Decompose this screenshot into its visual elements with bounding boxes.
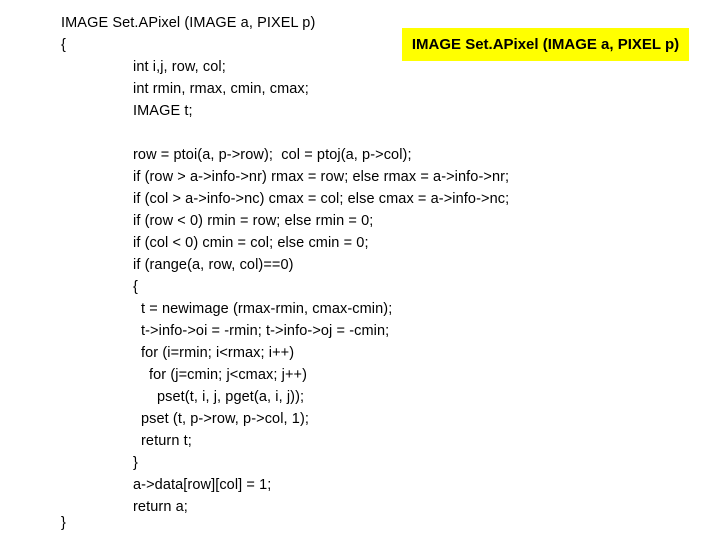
code-line: if (col < 0) cmin = col; else cmin = 0; xyxy=(133,235,369,251)
code-line: { xyxy=(61,37,66,53)
code-line: if (range(a, row, col)==0) xyxy=(133,257,294,273)
code-line: for (i=rmin; i<rmax; i++) xyxy=(141,345,295,361)
code-line: pset (t, p->row, p->col, 1); xyxy=(141,411,310,427)
code-line: IMAGE Set.APixel (IMAGE a, PIXEL p) xyxy=(61,15,316,31)
code-line: } xyxy=(133,455,138,471)
code-line: } xyxy=(61,515,66,531)
code-line: { xyxy=(133,279,138,295)
highlighted-function-title: IMAGE Set.APixel (IMAGE a, PIXEL p) xyxy=(402,28,689,61)
code-line: pset(t, i, j, pget(a, i, j)); xyxy=(157,389,305,405)
code-line: int rmin, rmax, cmin, cmax; xyxy=(133,81,309,97)
code-line: if (col > a->info->nc) cmax = col; else cmax = a->info->nc; xyxy=(133,191,510,207)
code-line: a->data[row][col] = 1; xyxy=(133,477,272,493)
code-line: if (row > a->info->nr) rmax = row; else rmax = a->info->nr; xyxy=(133,169,510,185)
code-line: row = ptoi(a, p->row); col = ptoj(a, p->col); xyxy=(133,147,412,163)
code-line: for (j=cmin; j<cmax; j++) xyxy=(149,367,308,383)
code-line: t = newimage (rmax-rmin, cmax-cmin); xyxy=(141,301,393,317)
code-line: return a; xyxy=(133,499,188,515)
code-line: int i,j, row, col; xyxy=(133,59,226,75)
code-line: return t; xyxy=(141,433,192,449)
code-line: t->info->oi = -rmin; t->info->oj = -cmin; xyxy=(141,323,390,339)
code-line: IMAGE t; xyxy=(133,103,193,119)
code-line: if (row < 0) rmin = row; else rmin = 0; xyxy=(133,213,374,229)
